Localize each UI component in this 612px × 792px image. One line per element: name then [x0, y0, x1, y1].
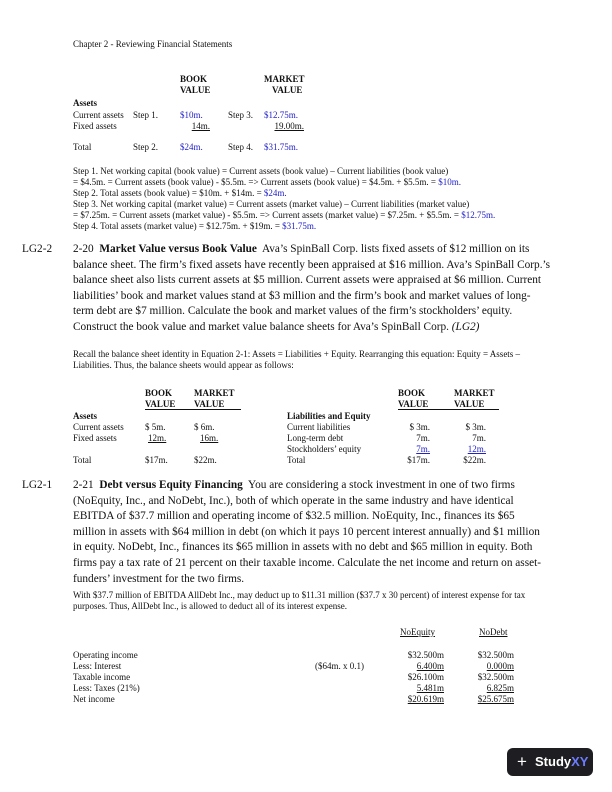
market-head-1: MARKET: [264, 74, 305, 84]
asset-book: 12m.: [148, 433, 167, 443]
market-value: $31.75m.: [264, 142, 299, 152]
noequity-value: $20.619m: [407, 694, 444, 704]
equity-market: 12m.: [467, 444, 486, 454]
liability-label: Long-term debt: [287, 433, 344, 443]
step-line: Step 4. Total assets (market value) = $12.75m. + $19m. = $31.75m.: [73, 221, 317, 231]
problem-tag: LG2-2: [22, 243, 53, 255]
asset-market: $ 6m.: [194, 422, 215, 432]
noequity-value: 6.400m: [416, 661, 444, 671]
liability-book: 7m.: [416, 433, 430, 443]
book-head-2: VALUE: [398, 399, 429, 409]
market-head-2: VALUE: [454, 399, 485, 409]
step-line: Step 2. Total assets (book value) = $10m. + $14m. = $24m.: [73, 188, 287, 198]
step-label: Step 2.: [133, 142, 159, 152]
noequity-value: 5.481m: [416, 683, 444, 693]
liability-label: Current liabilities: [287, 422, 351, 432]
nodebt-value: $25.675m: [477, 694, 514, 704]
row-label: Less: Interest: [73, 661, 122, 671]
book-head-1: BOOK: [398, 388, 426, 398]
row-label: Operating income: [73, 650, 138, 660]
col-head-noequity: NoEquity: [400, 627, 435, 637]
step-line: = $7.25m. = Current assets (market value) - $5.5m. => Current assets (market value) = $7.25m. + $5.5m. = $12.75m.: [73, 210, 496, 220]
noequity-value: $32.500m: [407, 650, 444, 660]
liability-book: $ 3m.: [409, 422, 430, 432]
step-label: Step 3.: [228, 110, 254, 120]
calc-note: ($64m. x 0.1): [315, 661, 364, 671]
step-line: = $4.5m. = Current assets (book value) - $5.5m. => Current assets (book value) = $4.5m. + $5.5m. = $10m.: [73, 177, 461, 187]
row-label: Current assets: [73, 110, 124, 120]
book-value: $10m.: [180, 110, 203, 120]
book-head-1: BOOK: [145, 388, 173, 398]
market-head-1: MARKET: [454, 388, 495, 398]
asset-market: 16m.: [200, 433, 219, 443]
book-head-2: VALUE: [145, 399, 176, 409]
asset-book: $ 5m.: [145, 422, 166, 432]
header-rule: [398, 409, 499, 410]
liability-label: Total: [287, 455, 306, 465]
step-label: Step 4.: [228, 142, 254, 152]
problem-2-20-text: 2-20 Market Value versus Book Value Ava’s SpinBall Corp. lists fixed assets of $12 million on its balance sheet. The firm’s fixed assets have recently been appraised at $16 million. Ava’s SpinBall Corp.’s balance sheet also lists current assets at $5 million. Current assets were appraised at $6 million. Current liabilities’ book and market values stand at $3 million and the firm’s book and market values of long-term debt are $7 million. Calculate the book and market values of the firm’s stockholders’ equity. Construct the book value and market value balance sheets for Ava’s SpinBall Corp. (LG2): [73, 243, 551, 333]
asset-book: $17m.: [145, 455, 168, 465]
step-line: Step 3. Net working capital (market value) = Current assets (market value) – Current liabilities (market value): [73, 199, 470, 209]
asset-market: $22m.: [194, 455, 217, 465]
book-head-1: BOOK: [180, 74, 208, 84]
market-value: $12.75m.: [264, 110, 299, 120]
market-head-1: MARKET: [194, 388, 235, 398]
row-label: Net income: [73, 694, 115, 704]
studyxy-badge[interactable]: [507, 748, 593, 776]
nodebt-value: $32.500m: [477, 672, 514, 682]
problem-2-21-answer: With $37.7 million of EBITDA AllDebt Inc., may deduct up to $11.31 million ($37.7 x 30 percent) of interest expense for tax purposes. Thus, AllDebt Inc., is allowed to deduct all of its interest expense.: [73, 590, 526, 611]
row-label: Fixed assets: [73, 121, 117, 131]
equity-book: 7m.: [416, 444, 430, 454]
nodebt-value: 6.825m: [486, 683, 514, 693]
step-label: Step 1.: [133, 110, 159, 120]
col-head-nodebt: NoDebt: [479, 627, 508, 637]
book-head-2: VALUE: [180, 85, 211, 95]
liability-market: 7m.: [472, 433, 486, 443]
liability-market: $ 3m.: [465, 422, 486, 432]
liability-book: $17m.: [407, 455, 430, 465]
market-head-2: VALUE: [272, 85, 303, 95]
nodebt-value: 0.000m: [486, 661, 514, 671]
book-value: $24m.: [180, 142, 203, 152]
noequity-value: $26.100m: [407, 672, 444, 682]
row-label: Total: [73, 142, 92, 152]
market-value: 19.00m.: [274, 121, 304, 131]
market-head-2: VALUE: [194, 399, 225, 409]
step-line: Step 1. Net working capital (book value) = Current assets (book value) – Current liabilities (book value): [73, 166, 449, 176]
row-label: Taxable income: [73, 672, 131, 682]
liability-label: Stockholders’ equity: [287, 444, 362, 454]
row-label: Less: Taxes (21%): [73, 683, 140, 693]
plus-icon: +: [517, 752, 527, 771]
book-value: 14m.: [191, 121, 210, 131]
page-header: Chapter 2 - Reviewing Financial Statements: [73, 39, 233, 49]
asset-label: Fixed assets: [73, 433, 117, 443]
brand-name: StudyXY: [535, 754, 589, 769]
assets-section-label: Assets: [73, 98, 97, 108]
problem-tag: LG2-1: [22, 479, 53, 491]
nodebt-value: $32.500m: [477, 650, 514, 660]
liability-market: $22m.: [463, 455, 486, 465]
asset-label: Total: [73, 455, 92, 465]
asset-label: Current assets: [73, 422, 124, 432]
assets-title: Assets: [73, 411, 97, 421]
problem-2-20-answer: Recall the balance sheet identity in Equation 2-1: Assets = Liabilities + Equity. Rearranging this equation: Equity = Assets – Liabilities. Thus, the balance sheets would appear as follows:: [73, 349, 521, 370]
liabilities-title: Liabilities and Equity: [287, 411, 371, 421]
header-rule: [145, 409, 241, 410]
problem-2-21-text: 2-21 Debt versus Equity Financing You are considering a stock investment in one of two firms (NoEquity, Inc., and NoDebt, Inc.), both of which operate in the same industry and have identical EBITDA of $37.7 million and operating income of $32.5 million. NoEquity, Inc., finances its $65 million in assets with $64 million in debt (on which it pays 10 percent interest annually) and $1 million in equity. NoDebt, Inc., finances its $65 million in assets with no debt and $65 million in equity. Both firms pay a tax rate of 21 percent on their taxable income. Calculate the net income and return on asset-funders’ investment for the two firms.: [73, 479, 542, 585]
